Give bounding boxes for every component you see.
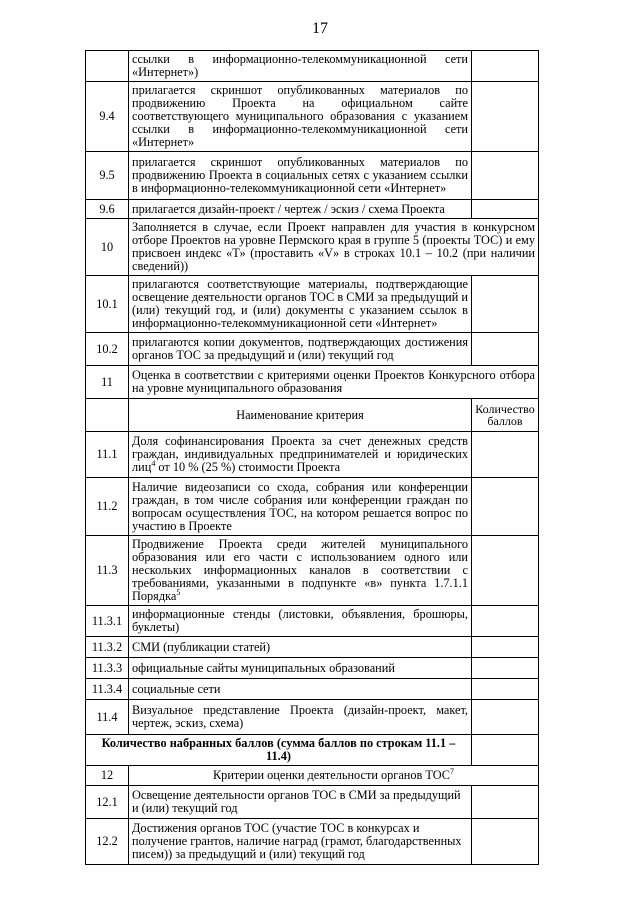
total-score-cell <box>472 735 539 766</box>
row-number: 9.6 <box>86 200 129 219</box>
total-label: Количество набранных баллов (сумма баллов по строкам 11.1 – 11.4) <box>86 735 472 766</box>
score-cell <box>472 679 539 700</box>
row-text: прилагается скриншот опубликованных материалов по продвижению Проекта на официальном сайте соответствующего муниципального образования с указанием ссылки в информационно-телекоммуникационной сети «Интернет» <box>129 82 472 152</box>
row-number <box>86 399 129 432</box>
footnote-mark: 5 <box>176 587 181 597</box>
table-row <box>86 333 539 366</box>
page-number: 17 <box>312 20 328 37</box>
row-text <box>129 432 472 478</box>
footnote-mark: 4 <box>151 458 156 468</box>
table-row <box>86 276 539 333</box>
score-cell <box>472 536 539 606</box>
criteria-header-row <box>86 399 539 432</box>
score-cell <box>472 819 539 865</box>
row-number: 12.2 <box>86 819 129 865</box>
score-cell <box>472 51 539 82</box>
table-row <box>86 82 539 152</box>
total-row <box>86 735 539 766</box>
footnote-mark: 7 <box>450 766 454 776</box>
score-cell <box>472 276 539 333</box>
row-text: Наличие видеозаписи со схода, собрания или конференции граждан, в том числе собрания или конференции граждан по вопросам осуществления ТОС, на котором решается вопрос по участию в Проекте <box>129 478 472 536</box>
row-text-part: Доля софинансирования Проекта за счет денежных средств граждан, индивидуальных предпринимателей и юридических лиц <box>132 434 468 474</box>
row-number <box>86 51 129 82</box>
row-text: прилагаются копии документов, подтверждающих достижения органов ТОС за предыдущий и (или) текущий год <box>129 333 472 366</box>
score-cell <box>472 700 539 735</box>
score-cell <box>472 200 539 219</box>
table-row <box>86 219 539 276</box>
score-cell <box>472 658 539 679</box>
table-row <box>86 478 539 536</box>
table-row <box>86 679 539 700</box>
table-row <box>86 658 539 679</box>
row-text: ссылки в информационно-телекоммуникационной сети «Интернет») <box>129 51 472 82</box>
table-row <box>86 637 539 658</box>
row-text: СМИ (публикации статей) <box>129 637 472 658</box>
row-text: Оценка в соответствии с критериями оценки Проектов Конкурсного отбора на уровне муниципального образования <box>129 366 539 399</box>
table-row <box>86 766 539 786</box>
row-text-part: Продвижение Проекта среди жителей муниципального образования или его части с использованием одного или нескольких информационных каналов в соответствии с требованиями, указанными в подпункте «в» пункта 1.7.1.1 Порядка <box>132 537 468 603</box>
table-row <box>86 819 539 865</box>
score-cell <box>472 432 539 478</box>
row-number: 11 <box>86 366 129 399</box>
row-text-part: Критерии оценки деятельности органов ТОС <box>212 768 450 782</box>
criterion-name-header: Наименование критерия <box>129 399 472 432</box>
application-table <box>85 50 539 865</box>
score-header: Количество баллов <box>472 399 539 432</box>
score-cell <box>472 606 539 637</box>
row-number: 11.3.1 <box>86 606 129 637</box>
row-text: прилагается дизайн-проект / чертеж / эскиз / схема Проекта <box>129 200 472 219</box>
row-text <box>129 766 539 786</box>
table-row <box>86 152 539 200</box>
row-text: официальные сайты муниципальных образований <box>129 658 472 679</box>
row-number: 9.4 <box>86 82 129 152</box>
row-text: Освещение деятельности органов ТОС в СМИ за предыдущий и (или) текущий год <box>129 786 472 819</box>
row-number: 10.1 <box>86 276 129 333</box>
table-row <box>86 432 539 478</box>
row-number: 10.2 <box>86 333 129 366</box>
row-number: 12.1 <box>86 786 129 819</box>
score-cell <box>472 152 539 200</box>
row-number: 11.4 <box>86 700 129 735</box>
row-text: прилагаются соответствующие материалы, подтверждающие освещение деятельности органов ТОС в СМИ за предыдущий и (или) текущий год, и (или) документы с указанием ссылок в информационно-телекоммуникационной сети «Интернет» <box>129 276 472 333</box>
row-text: Заполняется в случае, если Проект направлен для участия в конкурсном отборе Проектов на уровне Пермского края в группе 5 (проекты ТОС) и ему присвоен индекс «Т» (проставить «V» в строках 10.1 – 10.2 (при наличии сведений)) <box>129 219 539 276</box>
row-text: социальные сети <box>129 679 472 700</box>
row-number: 11.3.2 <box>86 637 129 658</box>
table-row <box>86 606 539 637</box>
row-number: 11.3 <box>86 536 129 606</box>
table-row <box>86 366 539 399</box>
table-row <box>86 786 539 819</box>
row-text: прилагается скриншот опубликованных материалов по продвижению Проекта в социальных сетях с указанием ссылки в информационно-телекоммуникационной сети «Интернет» <box>129 152 472 200</box>
table-row <box>86 200 539 219</box>
table-row <box>86 51 539 82</box>
row-number: 11.3.3 <box>86 658 129 679</box>
row-text: Визуальное представление Проекта (дизайн-проект, макет, чертеж, эскиз, схема) <box>129 700 472 735</box>
row-number: 12 <box>86 766 129 786</box>
row-number: 11.3.4 <box>86 679 129 700</box>
score-cell <box>472 82 539 152</box>
row-number: 10 <box>86 219 129 276</box>
table-row <box>86 700 539 735</box>
row-text <box>129 536 472 606</box>
row-text: Достижения органов ТОС (участие ТОС в конкурсах и получение грантов, наличие наград (грамот, благодарственных писем)) за предыдущий и (или) текущий год <box>129 819 472 865</box>
row-number: 9.5 <box>86 152 129 200</box>
score-cell <box>472 478 539 536</box>
score-cell <box>472 637 539 658</box>
score-cell <box>472 333 539 366</box>
row-number: 11.2 <box>86 478 129 536</box>
table-row <box>86 536 539 606</box>
row-text-part: от 10 % (25 %) стоимости Проекта <box>155 460 341 474</box>
row-text: информационные стенды (листовки, объявления, брошюры, буклеты) <box>129 606 472 637</box>
score-cell <box>472 786 539 819</box>
row-number: 11.1 <box>86 432 129 478</box>
